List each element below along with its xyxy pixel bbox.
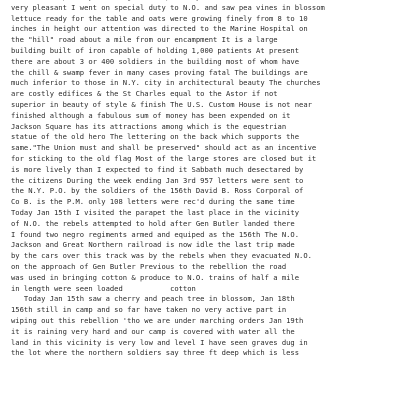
text-line: on the approach of Gen Butler Previous to the rebellion the road <box>11 261 287 271</box>
text-line: Today Jan 15th saw a cherry and peach tree in blossom, Jan 18th <box>11 294 295 304</box>
text-line: in length were seen loaded cotton <box>11 283 196 293</box>
text-line: I found two negro regiments armed and equiped as the 156th The N.O. <box>11 229 300 239</box>
text-line: it is raining very hard and our camp is covered with water all the <box>11 326 295 336</box>
text-line: 156th still in camp and so far have taken no very active part in <box>11 305 287 315</box>
text-line: there are about 3 or 400 soldiers in the building most of whom have <box>11 56 300 66</box>
text-line: the "hill" road about a mile from our encampment It is a large <box>11 35 278 45</box>
text-line: same."The Union must and shall be preserved" should act as an incentive <box>11 143 317 153</box>
text-line: the lot where the northern soldiers say three ft deep which is less <box>11 348 300 358</box>
text-line: Jackson Square has its attractions among which is the equestrian <box>11 121 287 131</box>
text-line: statue of the old hero The lettering on the back which supports the <box>11 132 300 142</box>
text-line: much inferior to those in N.Y. city in architectural beauty The churches <box>11 78 321 88</box>
text-line: are costly edifices & the St Charles equal to the Astor if not <box>11 89 278 99</box>
text-line: for sticking to the old flag Most of the large stores are closed but it <box>11 153 317 163</box>
text-line: the N.Y. P.O. by the soldiers of the 156th David B. Ross Corporal of <box>11 186 304 196</box>
text-line: land in this vicinity is very low and level I have seen graves dug in <box>11 337 308 347</box>
text-line: of N.O. the rebels attempted to hold after Gen Butler landed there <box>11 218 295 228</box>
text-line: Co B. is the P.M. only 108 letters were rec'd during the same time <box>11 197 295 207</box>
text-line: superior in beauty of style & finish The U.S. Custom House is not near <box>11 99 312 109</box>
text-line: Jackson and Great Northern railroad is now idle the last trip made <box>11 240 295 250</box>
text-line: lettuce ready for the table and oats were growing finely from 8 to 10 <box>11 13 308 23</box>
text-line: the citizens During the week ending Jan 3rd 957 letters were sent to <box>11 175 304 185</box>
text-line: was used in bringing cotton & produce to N.O. trains of half a mile <box>11 272 300 282</box>
typed-letter-text <box>11 0 397 359</box>
text-line: wiping out this rebellion 'tho we are under marching orders Jan 19th <box>11 315 304 325</box>
text-line: by the cars over this track was by the rebels when they evacuated N.O. <box>11 251 312 261</box>
text-line: very pleasant I went on special duty to N.O. and saw pea vines in blossom <box>11 2 325 12</box>
text-line: finished although a fabulous sum of money has been expended on it <box>11 110 291 120</box>
text-line: building built of iron capable of holding 1,000 patients At present <box>11 45 300 55</box>
text-line: the chill & swamp fever in many cases proving fatal The buildings are <box>11 67 308 77</box>
text-line: Today Jan 15th I visited the parapet the last place in the vicinity <box>11 207 300 217</box>
text-line: inches in height our attention was directed to the Marine Hospital on <box>11 24 308 34</box>
text-line: is more lively than I expected to find it Sabbath much desectared by <box>11 164 304 174</box>
